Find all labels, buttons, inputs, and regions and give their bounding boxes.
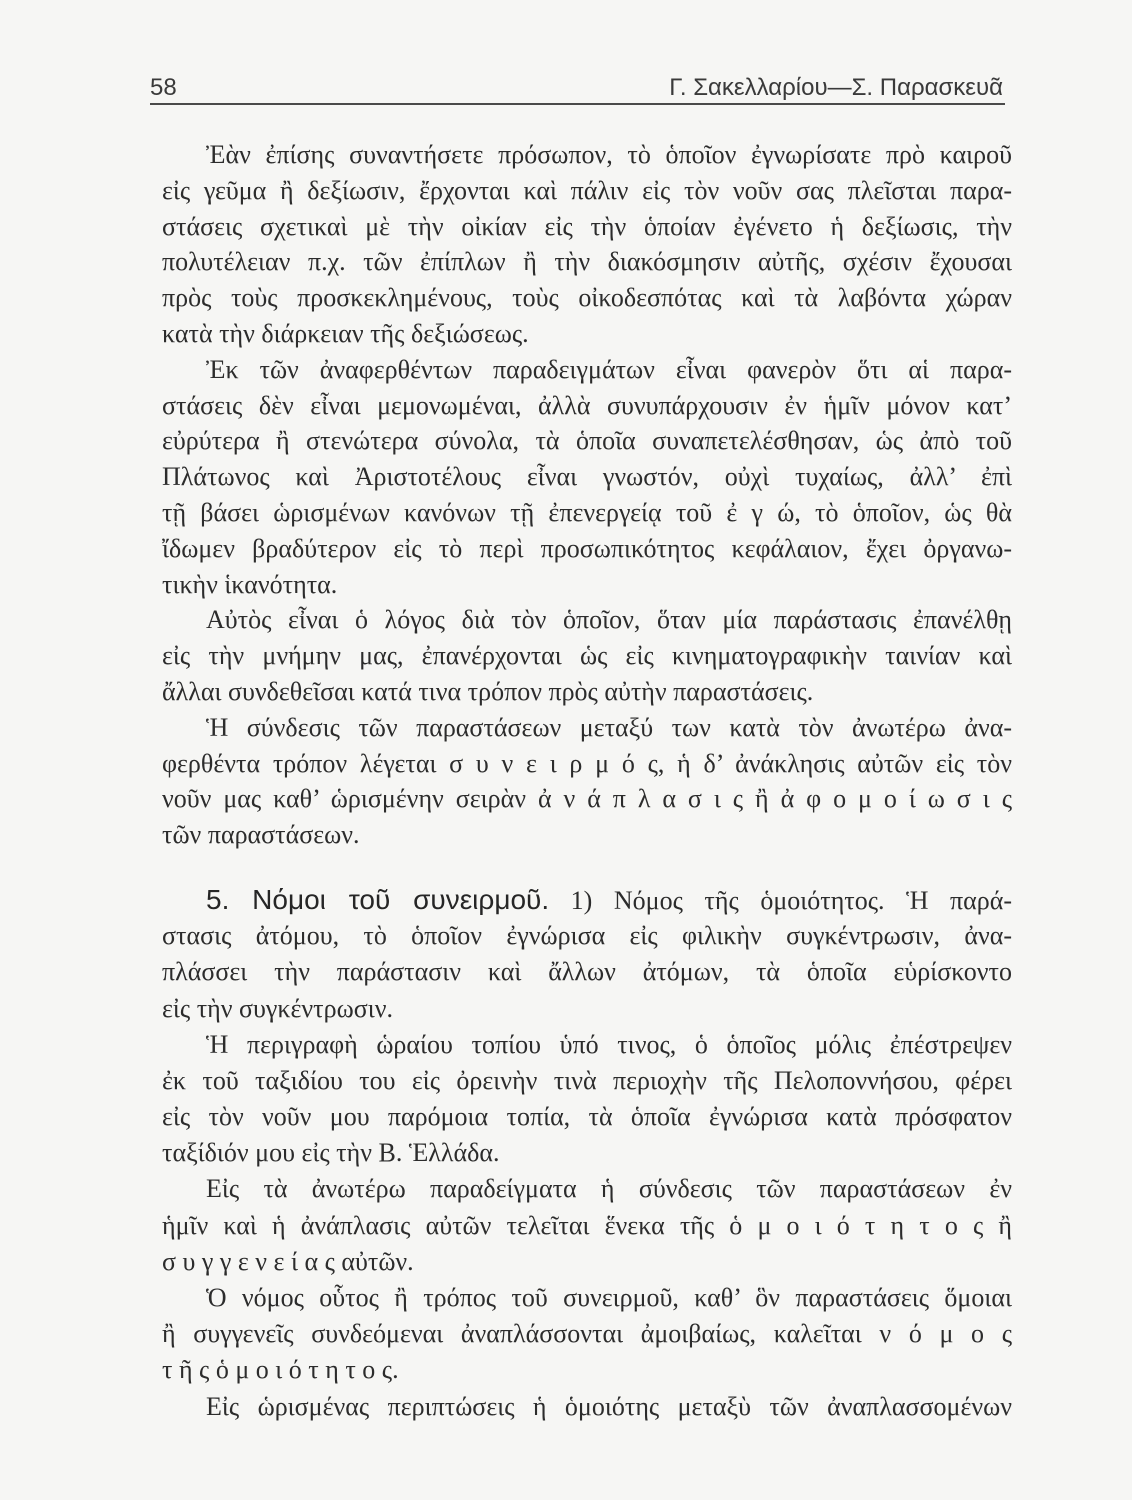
paragraph: [162, 882, 1012, 1027]
paragraph: [162, 137, 1012, 352]
text-line: ἄλλαι συνδεθεῖσαι κατά τινα τρόπον πρὸς αὐτὴν παραστάσεις.: [162, 676, 814, 706]
subsection-lead: 1) Νόμος τῆς ὁμοιότητος. Ἡ παρά-: [570, 885, 1012, 915]
section-heading: 5. Νόμοι τοῦ συνειρμοῦ.: [206, 883, 550, 915]
text-line: εἰς γεῦμα ἢ δεξίωσιν, ἔρχονται καὶ πάλιν εἰς τὸν νοῦν σας πλεῖσται παρα-: [162, 175, 1012, 205]
text-line: κατὰ τὴν διάρκειαν τῆς δεξιώσεως.: [162, 318, 529, 348]
text-line: ταξίδιόν μου εἰς τὴν Β. Ἑλλάδα.: [162, 1138, 500, 1168]
text-line: ἐκ τοῦ ταξιδίου του εἰς ὀρεινὴν τινὰ περιοχὴν τῆς Πελοποννήσου, φέρει: [162, 1065, 1012, 1095]
text-line: Εἰς ὡρισμένας περιπτώσεις ἡ ὁμοιότης μεταξὺ τῶν ἀναπλασσομένων: [206, 1391, 1012, 1421]
text-line: Ἡ σύνδεσις τῶν παραστάσεων μεταξύ των κατὰ τὸν ἀνωτέρω ἀνα-: [206, 712, 1012, 742]
text-line: Ἐκ τῶν ἀναφερθέντων παραδειγμάτων εἶναι φανερὸν ὅτι αἱ παρα-: [206, 354, 1012, 384]
running-title: Γ. Σακελλαρίου—Σ. Παρασκευᾶ: [669, 74, 1003, 101]
text-line: [162, 882, 1012, 918]
paragraph: [162, 710, 1012, 853]
text-line: στάσεις δὲν εἶναι μεμονωμέναι, ἀλλὰ συνυπάρχουσιν ἐν ἡμῖν μόνον κατ’: [162, 390, 1012, 420]
paragraph: [162, 1389, 1012, 1425]
running-header: [150, 74, 1005, 102]
text-line: εὐρύτερα ἢ στενώτερα σύνολα, τὰ ὁποῖα συναπετελέσθησαν, ὡς ἀπὸ τοῦ: [162, 426, 1012, 456]
paragraph: [162, 352, 1012, 603]
text-line: πρὸς τοὺς προσκεκλημένους, τοὺς οἰκοδεσπότας καὶ τὰ λαβόντα χώραν: [162, 283, 1012, 313]
text-line: τ ῆ ς ὁ μ ο ι ό τ η τ ο ς.: [162, 1355, 399, 1385]
text-line: Πλάτωνος καὶ Ἀριστοτέλους εἶναι γνωστόν, οὐχὶ τυχαίως, ἀλλ’ ἐπὶ: [162, 462, 1012, 492]
paragraph: [162, 1280, 1012, 1389]
text-line: εἰς τὸν νοῦν μου παρόμοια τοπία, τὰ ὁποῖα ἐγνώρισα κατὰ πρόσφατον: [162, 1102, 1012, 1132]
text-line: Ἡ περιγραφὴ ὡραίου τοπίου ὑπό τινος, ὁ ὁποῖος μόλις ἐπέστρεψεν: [206, 1029, 1012, 1059]
text-line: Εἰς τὰ ἀνωτέρω παραδείγματα ἡ σύνδεσις τῶν παραστάσεων ἐν: [206, 1174, 1012, 1204]
text-line: Ἐὰν ἐπίσης συναντήσετε πρόσωπον, τὸ ὁποῖον ἐγνωρίσατε πρὸ καιροῦ: [206, 140, 1012, 169]
text-line: στασις ἀτόμου, τὸ ὁποῖον ἐγνώρισα εἰς φιλικὴν συγκέντρωσιν, ἀνα-: [162, 921, 1012, 951]
text-line: ἢ συγγενεῖς συνδεόμεναι ἀναπλάσσονται ἀμοιβαίως, καλεῖται ν ό μ ο ς: [162, 1319, 1012, 1349]
text-line: εἰς τὴν συγκέντρωσιν.: [162, 993, 393, 1023]
text-line: νοῦν μας καθ’ ὡρισμένην σειρὰν ἀ ν ά π λ α σ ι ς ἢ ἀ φ ο μ ο ί ω σ ι ς: [162, 784, 1012, 814]
text-line: φερθέντα τρόπον λέγεται σ υ ν ε ι ρ μ ό ς, ἡ δ’ ἀνάκλησις αὐτῶν εἰς τὸν: [162, 748, 1012, 778]
text-line: τῶν παραστάσεων.: [162, 820, 360, 850]
text-line: Ὁ νόμος οὗτος ἢ τρόπος τοῦ συνειρμοῦ, καθ’ ὃν παραστάσεις ὅμοιαι: [206, 1283, 1012, 1312]
page-number: 58: [150, 74, 177, 101]
text-line: στάσεις σχετικαὶ μὲ τὴν οἰκίαν εἰς τὴν ὁποίαν ἐγένετο ἡ δεξίωσις, τὴν: [162, 211, 1012, 241]
paragraph: [162, 1171, 1012, 1280]
text-line: τικὴν ἱκανότητα.: [162, 569, 338, 599]
section: [162, 882, 1012, 1425]
text-line: εἰς τὴν μνήμην μας, ἐπανέρχονται ὡς εἰς κινηματογραφικὴν ταινίαν καὶ: [162, 641, 1012, 671]
text-line: σ υ γ γ ε ν ε ί α ς αὐτῶν.: [162, 1246, 414, 1276]
paragraph: [162, 602, 1012, 709]
text-line: πολυτέλειαν π.χ. τῶν ἐπίπλων ἢ τὴν διακόσμησιν αὐτῆς, σχέσιν ἔχουσαι: [162, 247, 1012, 277]
text-line: ἴδωμεν βραδύτερον εἰς τὸ περὶ προσωπικότητος κεφάλαιον, ἔχει ὀργανω-: [162, 533, 1012, 563]
text-line: τῇ βάσει ὡρισμένων κανόνων τῇ ἐπενεργείᾳ τοῦ ἐ γ ώ, τὸ ὁποῖον, ὡς θὰ: [162, 497, 1012, 527]
text-line: Αὐτὸς εἶναι ὁ λόγος διὰ τὸν ὁποῖον, ὅταν μία παράστασις ἐπανέλθῃ: [206, 605, 1012, 635]
header-rule: [150, 103, 1005, 105]
paragraph: [162, 1027, 1012, 1172]
text-line: πλάσσει τὴν παράστασιν καὶ ἄλλων ἀτόμων, τὰ ὁποῖα εὑρίσκοντο: [162, 957, 1012, 987]
text-line: ἡμῖν καὶ ἡ ἀνάπλασις αὐτῶν τελεῖται ἕνεκα τῆς ὁ μ ο ι ό τ η τ ο ς ἢ: [162, 1210, 1012, 1240]
text-column: [162, 137, 1012, 1425]
